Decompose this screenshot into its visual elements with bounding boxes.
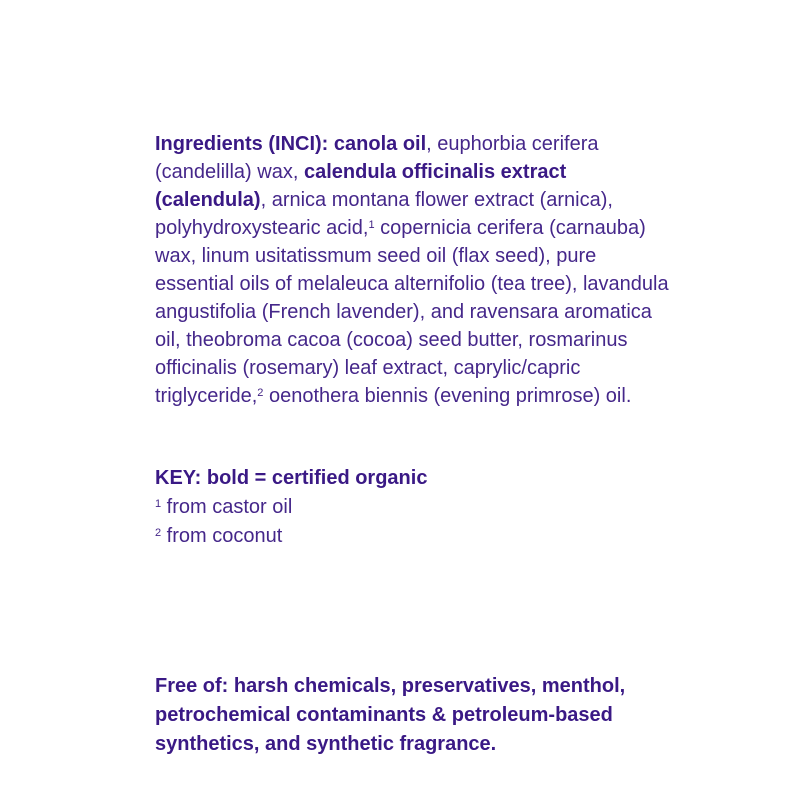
ingredients-paragraph bbox=[155, 130, 675, 410]
ingredient-text: , euphorbia cerifera (candelilla) wax, bbox=[155, 133, 599, 183]
ingredient-organic: canola oil bbox=[328, 133, 427, 155]
footnote-2 bbox=[155, 522, 655, 551]
footnote-marker: 2 bbox=[155, 527, 162, 539]
key-section bbox=[155, 464, 655, 551]
ingredients-label: Ingredients (INCI): bbox=[155, 133, 329, 155]
footnote-marker: 1 bbox=[368, 219, 375, 231]
ingredient-organic: calendula officinalis extract (calendula) bbox=[155, 161, 567, 211]
footnote-1 bbox=[155, 493, 655, 522]
ingredient-text: , arnica montana flower extract (arnica), polyhydroxystearic acid, bbox=[155, 189, 613, 239]
ingredient-text: oenothera biennis (evening primrose) oil. bbox=[263, 385, 632, 407]
free-of-statement: Free of: harsh chemicals, preservatives, menthol, petrochemical contaminants & petroleum-based synthetics, and synthetic fragrance. bbox=[155, 675, 626, 755]
ingredient-text: copernicia cerifera (carnauba) wax, linum usitatissmum seed oil (flax seed), pure essential oils of melaleuca alternifolio (tea tree), lavandula angustifolia (French lavender), and ravensara aromatica oil, theobroma cacoa (cocoa) seed butter, rosmarinus officinalis (rosemary) leaf extract, caprylic/capric triglyceride, bbox=[155, 217, 669, 407]
footnote-text: from castor oil bbox=[161, 496, 293, 518]
key-heading: KEY: bold = certified organic bbox=[155, 467, 428, 489]
footnote-marker: 2 bbox=[257, 387, 264, 399]
footnote-text: from coconut bbox=[161, 525, 283, 547]
footnote-marker: 1 bbox=[155, 498, 162, 510]
